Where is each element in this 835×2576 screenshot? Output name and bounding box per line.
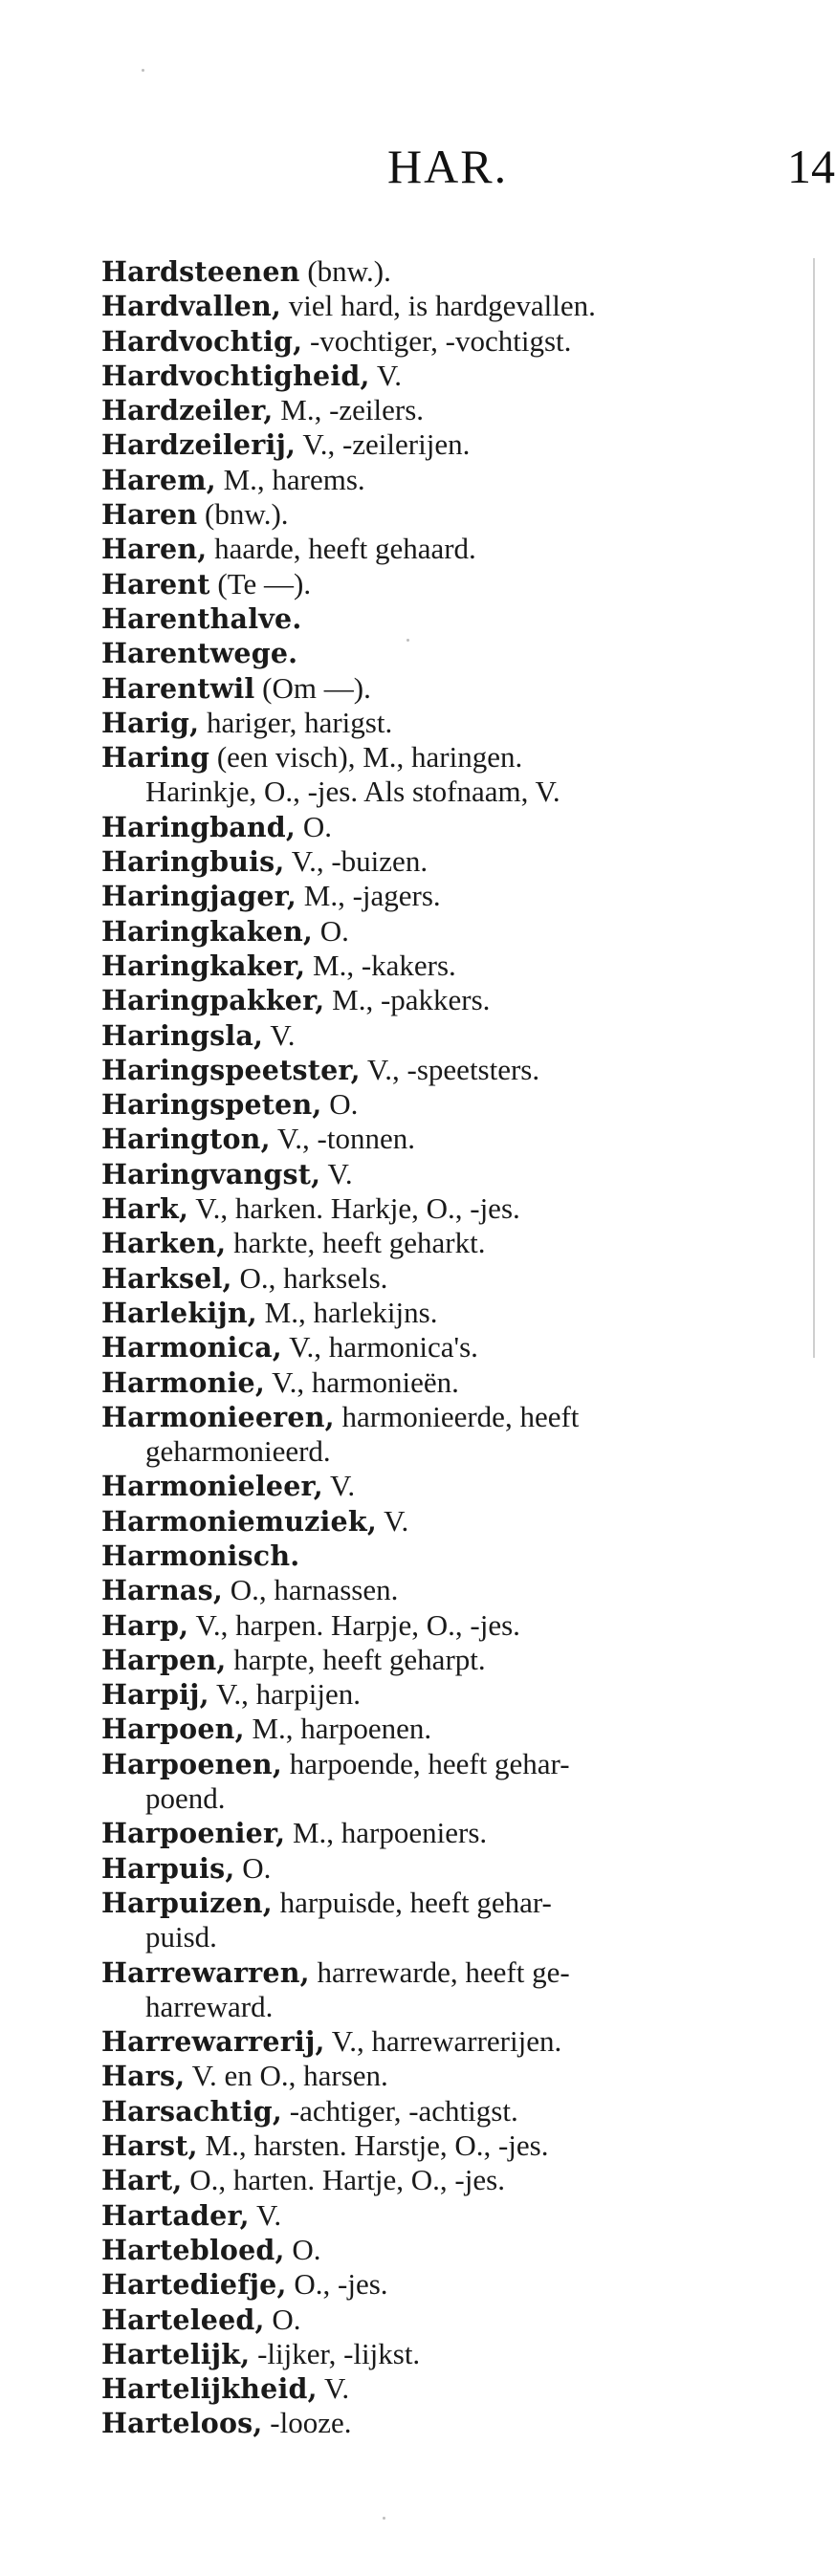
entry-headword: Harpuis, — [101, 1851, 235, 1885]
entry-headword: Harsachtig, — [101, 2094, 283, 2128]
entry-line — [101, 984, 490, 1016]
entry-headword: Haringbuis, — [101, 845, 285, 879]
entry-line — [101, 394, 424, 426]
entry-headword: Hartelijk, — [101, 2337, 251, 2370]
entry-grammar: -vochtiger, -vochtigst. — [302, 323, 572, 358]
dictionary-entry — [101, 2198, 790, 2233]
entry-grammar: M., harpoeniers. — [285, 1816, 488, 1850]
entry-headword: Haringpakker, — [101, 984, 325, 1017]
entry-grammar: -lijker, -lijkst. — [250, 2336, 421, 2370]
entry-line — [101, 1123, 415, 1155]
entry-line — [101, 498, 289, 531]
entry-line — [101, 255, 391, 288]
entry-grammar: V., harmonieën. — [264, 1364, 459, 1399]
entry-grammar: V., harpijen. — [209, 1677, 361, 1712]
entry-grammar: hariger, harigst. — [199, 705, 393, 739]
entry-grammar: O. — [296, 809, 332, 843]
dictionary-entry — [101, 2163, 790, 2197]
dictionary-entry — [101, 2406, 790, 2440]
page-header — [0, 139, 835, 206]
dictionary-entry — [101, 636, 790, 670]
dictionary-entry — [101, 1018, 790, 1053]
dictionary-entry — [101, 1261, 790, 1296]
entry-line — [101, 2372, 349, 2405]
entry-headword: Harpuizen, — [101, 1886, 273, 1919]
entry-line — [101, 568, 311, 600]
entry-headword: Hartader, — [101, 2198, 250, 2232]
column-rule — [813, 258, 815, 1358]
dictionary-entry — [101, 1226, 790, 1260]
entry-headword: Haren, — [101, 533, 208, 566]
entry-headword: Hardzeilerij, — [101, 428, 297, 462]
dictionary-entry — [101, 1296, 790, 1330]
entry-line — [101, 1539, 299, 1572]
entry-grammar: V., harmonica's. — [281, 1330, 478, 1364]
entry-line — [101, 672, 371, 705]
entry-grammar: (Te —). — [209, 566, 312, 600]
entry-headword: Harteleed, — [101, 2303, 265, 2336]
entry-grammar: V., -tonnen. — [270, 1122, 415, 1156]
dictionary-entry — [101, 1816, 790, 1850]
entry-line — [101, 1019, 296, 1052]
entry-headword: Harmoniemuziek, — [101, 1504, 377, 1538]
dictionary-entry — [101, 1955, 790, 2025]
page-number: 14 — [787, 140, 835, 193]
dictionary-entry — [101, 497, 790, 532]
entry-headword: Hart, — [101, 2164, 183, 2197]
dictionary-entry — [101, 1330, 790, 1364]
entry-headword: Harent — [101, 567, 210, 600]
entry-grammar: (bnw.). — [299, 254, 391, 288]
scan-speck — [383, 2517, 385, 2520]
entry-line — [101, 1470, 355, 1502]
dictionary-entry — [101, 601, 790, 636]
entry-grammar: V., harken. Harkje, O., -jes. — [188, 1191, 520, 1226]
entry-line — [101, 1331, 478, 1364]
entry-headword: Hartediefje, — [101, 2268, 287, 2302]
dictionary-entry — [101, 983, 790, 1017]
dictionary-entry-list — [101, 254, 790, 2441]
entry-line — [101, 2060, 388, 2092]
entry-line — [101, 845, 428, 878]
entry-headword: Hardvochtigheid, — [101, 359, 370, 392]
entry-line — [101, 1192, 520, 1225]
entry-line — [101, 2164, 505, 2196]
dictionary-entry — [101, 1747, 790, 1817]
dictionary-entry — [101, 1469, 790, 1503]
entry-grammar: harpte, heeft geharpt. — [226, 1642, 486, 1676]
entry-line — [101, 637, 297, 669]
dictionary-entry — [101, 914, 790, 949]
entry-line — [101, 1886, 790, 1920]
entry-grammar: O., harksels. — [231, 1260, 388, 1295]
entry-continuation: Harinkje, O., -jes. Als stofnaam, V. — [145, 775, 560, 809]
entry-headword: Harmonisch. — [101, 1539, 300, 1572]
entry-headword: Harpoenen, — [101, 1747, 282, 1780]
entry-headword: Hartebloed, — [101, 2233, 285, 2266]
entry-line — [101, 1262, 387, 1295]
entry-line — [101, 2338, 420, 2370]
entry-headword: Haringkaken, — [101, 914, 314, 948]
entry-headword: Haren — [101, 498, 198, 532]
entry-grammar: harpuisde, heeft gehar- — [272, 1885, 552, 1919]
entry-grammar: harpoende, heeft gehar- — [281, 1746, 570, 1780]
entry-headword: Haringvangst, — [101, 1157, 321, 1190]
entry-headword: Harken, — [101, 1227, 227, 1260]
entry-line — [101, 811, 332, 843]
entry-line — [101, 2199, 281, 2232]
entry-headword: Harington, — [101, 1123, 271, 1156]
entry-line — [101, 1852, 271, 1885]
entry-line — [101, 1817, 487, 1849]
entry-grammar: O., harten. Hartje, O., -jes. — [182, 2163, 505, 2197]
dictionary-entry — [101, 1608, 790, 1643]
entry-grammar: V., -zeilerijen. — [296, 427, 471, 462]
entry-headword: Harentwil — [101, 671, 255, 705]
entry-line — [101, 1678, 361, 1711]
entry-headword: Harpoenier, — [101, 1817, 286, 1850]
dictionary-entry — [101, 706, 790, 740]
entry-line — [101, 2407, 352, 2439]
entry-grammar: harmonieerde, heeft — [334, 1399, 580, 1433]
entry-headword: Hartelijkheid, — [101, 2372, 318, 2406]
entry-grammar: O. — [321, 1087, 359, 1122]
entry-line — [101, 602, 301, 635]
entry-line — [101, 2095, 518, 2128]
dictionary-entry — [101, 2059, 790, 2093]
entry-grammar: M., harems. — [215, 462, 365, 496]
entry-line — [101, 360, 402, 392]
entry-grammar: (een visch), M., haringen. — [209, 740, 523, 775]
entry-continuation: harreward. — [145, 1989, 274, 2023]
entry-continuation: geharmonieerd. — [145, 1434, 331, 1469]
entry-headword: Hardvochtig, — [101, 324, 303, 358]
entry-line — [101, 1227, 485, 1259]
entry-grammar: O. — [264, 2302, 301, 2336]
entry-grammar: V. — [369, 358, 402, 392]
entry-line — [101, 1505, 408, 1538]
dictionary-entry — [101, 1539, 790, 1573]
entry-headword: Harpoen, — [101, 1713, 245, 1746]
entry-line — [101, 2025, 561, 2058]
entry-grammar: V., harpen. Harpje, O., -jes. — [188, 1607, 520, 1642]
dictionary-entry — [101, 1365, 790, 1400]
dictionary-entry — [101, 254, 790, 289]
entry-line — [101, 1955, 790, 1990]
entry-grammar: O. — [313, 913, 349, 948]
entry-headword: Haringsla, — [101, 1018, 264, 1052]
entry-headword: Harrewarren, — [101, 1955, 310, 1989]
entry-line — [101, 1297, 437, 1329]
entry-grammar: O. — [284, 2232, 321, 2266]
dictionary-entry — [101, 879, 790, 913]
entry-grammar: M., -zeilers. — [273, 393, 425, 427]
dictionary-entry — [101, 463, 790, 497]
entry-grammar: V., -buizen. — [284, 844, 428, 879]
dictionary-entry — [101, 1122, 790, 1156]
dictionary-entry — [101, 1643, 790, 1677]
entry-grammar: M., -kakers. — [305, 948, 456, 982]
dictionary-entry — [101, 844, 790, 879]
entry-headword: Haringband, — [101, 810, 297, 843]
scan-speck — [142, 69, 144, 72]
entry-headword: Haring — [101, 741, 210, 775]
entry-continuation: poend. — [145, 1781, 226, 1816]
entry-headword: Harig, — [101, 706, 200, 739]
dictionary-entry — [101, 532, 790, 566]
entry-line — [101, 880, 441, 912]
dictionary-entry — [101, 2267, 790, 2302]
entry-line — [101, 2303, 301, 2336]
entry-line — [101, 428, 470, 461]
entry-headword: Harmonieeren, — [101, 1400, 335, 1433]
entry-line — [101, 707, 392, 739]
entry-line — [101, 2129, 549, 2162]
entry-grammar: V. — [317, 2371, 350, 2406]
entry-line — [101, 533, 476, 565]
entry-line — [101, 1088, 358, 1121]
entry-grammar: harrewarde, heeft ge- — [309, 1954, 570, 1989]
dictionary-entry — [101, 427, 790, 462]
entry-grammar: V., harrewarrerijen. — [324, 2024, 562, 2059]
entry-headword: Haringkaker, — [101, 949, 306, 982]
entry-headword: Harem, — [101, 463, 216, 496]
dictionary-entry — [101, 1191, 790, 1226]
dictionary-entry — [101, 1573, 790, 1607]
entry-line — [101, 1713, 431, 1745]
entry-grammar: V. — [263, 1017, 296, 1052]
entry-headword: Hark, — [101, 1192, 189, 1226]
entry-grammar: V. en O., harsen. — [185, 2059, 388, 2093]
entry-grammar: M., harpoenen. — [244, 1712, 432, 1746]
dictionary-entry — [101, 2303, 790, 2337]
entry-line — [101, 290, 596, 322]
entry-line — [101, 2234, 321, 2266]
dictionary-entry — [101, 1087, 790, 1122]
dictionary-entry — [101, 1677, 790, 1712]
entry-line — [101, 1644, 486, 1676]
dictionary-entry — [101, 2128, 790, 2163]
entry-headword: Haringspeten, — [101, 1088, 322, 1122]
entry-line — [101, 1400, 790, 1434]
entry-headword: Harmonie, — [101, 1365, 265, 1399]
dictionary-entry — [101, 289, 790, 323]
entry-headword: Harentwege. — [101, 637, 298, 670]
dictionary-entry — [101, 324, 790, 359]
entry-grammar: O., harnassen. — [222, 1573, 399, 1607]
entry-grammar: V. — [249, 2197, 282, 2232]
entry-headword: Harlekijn, — [101, 1296, 257, 1329]
entry-line — [101, 740, 790, 775]
entry-grammar: O. — [234, 1850, 272, 1885]
entry-headword: Harst, — [101, 2129, 198, 2163]
entry-continuation: puisd. — [145, 1920, 217, 1954]
entry-grammar: -looze. — [262, 2406, 352, 2440]
running-head: HAR. — [387, 140, 509, 193]
entry-grammar: M., -jagers. — [297, 879, 441, 913]
dictionary-entry — [101, 359, 790, 393]
entry-headword: Harpij, — [101, 1678, 209, 1712]
dictionary-entry — [101, 2337, 790, 2371]
entry-line — [101, 1158, 353, 1190]
entry-line — [101, 1054, 539, 1086]
dictionary-entry — [101, 2024, 790, 2059]
entry-headword: Haringjager, — [101, 880, 297, 913]
dictionary-entry — [101, 1886, 790, 1955]
dictionary-entry — [101, 2233, 790, 2267]
entry-grammar: (bnw.). — [197, 497, 289, 532]
dictionary-entry — [101, 2094, 790, 2128]
dictionary-entry — [101, 810, 790, 844]
entry-grammar: M., harlekijns. — [256, 1295, 438, 1329]
entry-line — [101, 1609, 520, 1642]
entry-grammar: V. — [376, 1503, 409, 1538]
entry-headword: Haringspeetster, — [101, 1053, 361, 1086]
entry-headword: Harpen, — [101, 1643, 227, 1676]
dictionary-entry — [101, 949, 790, 983]
entry-grammar: V. — [320, 1156, 353, 1190]
entry-grammar: viel hard, is hardgevallen. — [281, 289, 596, 323]
entry-headword: Harmonieleer, — [101, 1470, 323, 1503]
entry-headword: Harnas, — [101, 1574, 223, 1607]
dictionary-entry — [101, 1053, 790, 1087]
entry-grammar: (Om —). — [254, 670, 371, 705]
entry-grammar: V., -speetsters. — [360, 1052, 540, 1086]
entry-line — [101, 915, 349, 948]
entry-grammar: M., -pakkers. — [324, 983, 491, 1017]
dictionary-entry — [101, 1851, 790, 1886]
entry-headword: Harmonica, — [101, 1331, 282, 1364]
entry-grammar: haarde, heeft gehaard. — [207, 532, 476, 566]
entry-headword: Hars, — [101, 2060, 186, 2093]
entry-grammar: harkte, heeft geharkt. — [226, 1226, 486, 1260]
entry-headword: Hardvallen, — [101, 290, 281, 323]
dictionary-entry — [101, 393, 790, 427]
entry-headword: Harrewarrerij, — [101, 2025, 325, 2059]
dictionary-entry — [101, 1157, 790, 1191]
entry-grammar: O., -jes. — [286, 2267, 388, 2302]
entry-grammar: M., harsten. Harstje, O., -jes. — [197, 2128, 549, 2163]
entry-grammar: V. — [322, 1469, 356, 1503]
dictionary-entry — [101, 567, 790, 601]
entry-line — [101, 1747, 790, 1781]
dictionary-entry — [101, 740, 790, 810]
dictionary-entry — [101, 2371, 790, 2406]
entry-headword: Harksel, — [101, 1261, 232, 1295]
dictionary-entry — [101, 671, 790, 706]
entry-line — [101, 464, 365, 496]
entry-headword: Harteloos, — [101, 2407, 263, 2440]
entry-headword: Harenthalve. — [101, 601, 302, 635]
dictionary-entry — [101, 1400, 790, 1470]
dictionary-entry — [101, 1504, 790, 1539]
entry-headword: Hardzeiler, — [101, 394, 274, 427]
entry-line — [101, 950, 456, 982]
entry-headword: Harp, — [101, 1608, 189, 1642]
dictionary-entry — [101, 1712, 790, 1746]
entry-grammar: -achtiger, -achtigst. — [282, 2093, 518, 2128]
entry-line — [101, 325, 571, 358]
entry-line — [101, 1366, 459, 1399]
entry-line — [101, 2268, 388, 2301]
entry-headword: Hardsteenen — [101, 255, 300, 288]
entry-line — [101, 1574, 398, 1606]
